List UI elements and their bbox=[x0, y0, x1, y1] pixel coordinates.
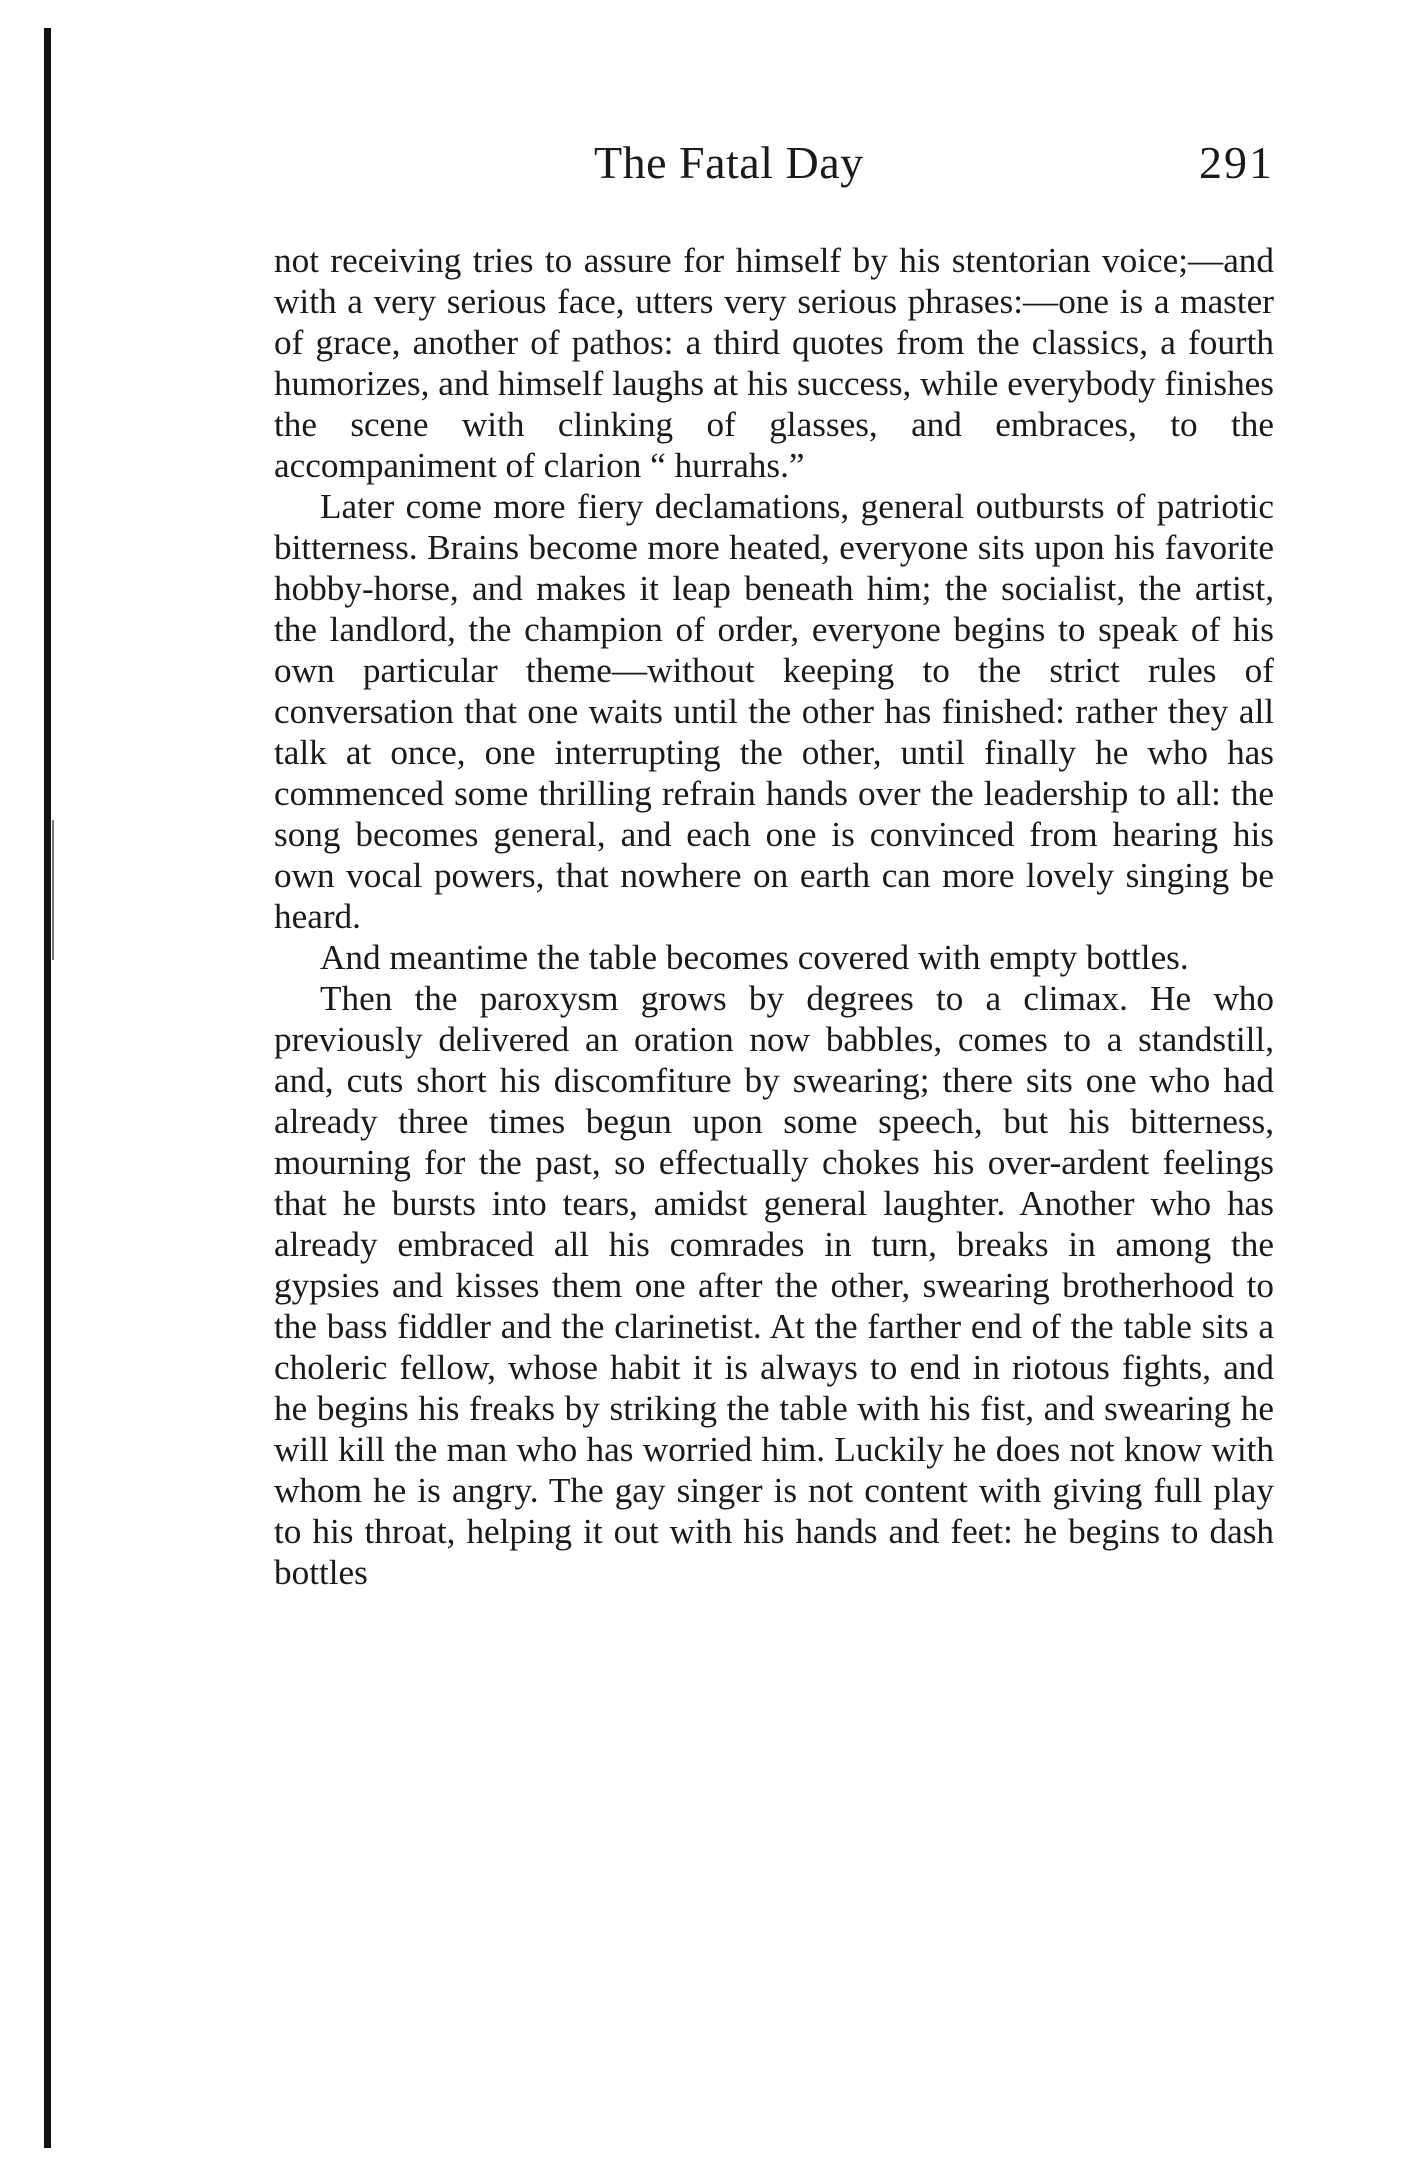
paragraph-continuation: not receiving tries to assure for himself by his stentorian voice;—and with a very serious face, utters very serious phrases:—one is a master of grace, another of pathos: a third quotes from the classics, a fourth humorizes, and himself laughs at his success, while everybody finishes the scene with clinking of glasses, and embraces, to the accompaniment of clarion “ hurrahs.” bbox=[274, 241, 1274, 485]
page-body bbox=[274, 240, 1274, 1593]
running-title: The Fatal Day bbox=[594, 137, 864, 188]
page-number: 291 bbox=[1199, 137, 1274, 188]
page-binding-shadow bbox=[52, 820, 54, 960]
page-header bbox=[274, 136, 1274, 196]
paragraph: And meantime the table becomes covered with empty bottles. bbox=[320, 938, 1189, 977]
paragraph: Then the paroxysm grows by degrees to a climax. He who previously delivered an oration now babbles, comes to a standstill, and, cuts short his discomfiture by swearing; there sits one who had already three times begun upon some speech, but his bitterness, mourning for the past, so effectually chokes his over-ardent feelings that he bursts into tears, amidst general laughter. Another who has already embraced all his comrades in turn, breaks in among the gypsies and kisses them one after the other, swearing brotherhood to the bass fiddler and the clarinetist. At the farther end of the table sits a choleric fellow, whose habit it is always to end in riotous fights, and he begins his freaks by striking the table with his fist, and swearing he will kill the man who has worried him. Luckily he does not know with whom he is angry. The gay singer is not content with giving full play to his throat, helping it out with his hands and feet: he begins to dash bottles bbox=[274, 979, 1274, 1592]
page-binding-edge bbox=[44, 28, 51, 2148]
paragraph: Later come more fiery declamations, general outbursts of patriotic bitterness. Brains become more heated, everyone sits upon his favorite hobby-horse, and makes it leap beneath him; the socialist, the artist, the landlord, the champion of order, everyone begins to speak of his own particular theme—without keeping to the strict rules of conversation that one waits until the other has finished: rather they all talk at once, one interrupting the other, until finally he who has commenced some thrilling refrain hands over the leadership to all: the song becomes general, and each one is convinced from hearing his own vocal powers, that nowhere on earth can more lovely singing be heard. bbox=[274, 487, 1274, 936]
